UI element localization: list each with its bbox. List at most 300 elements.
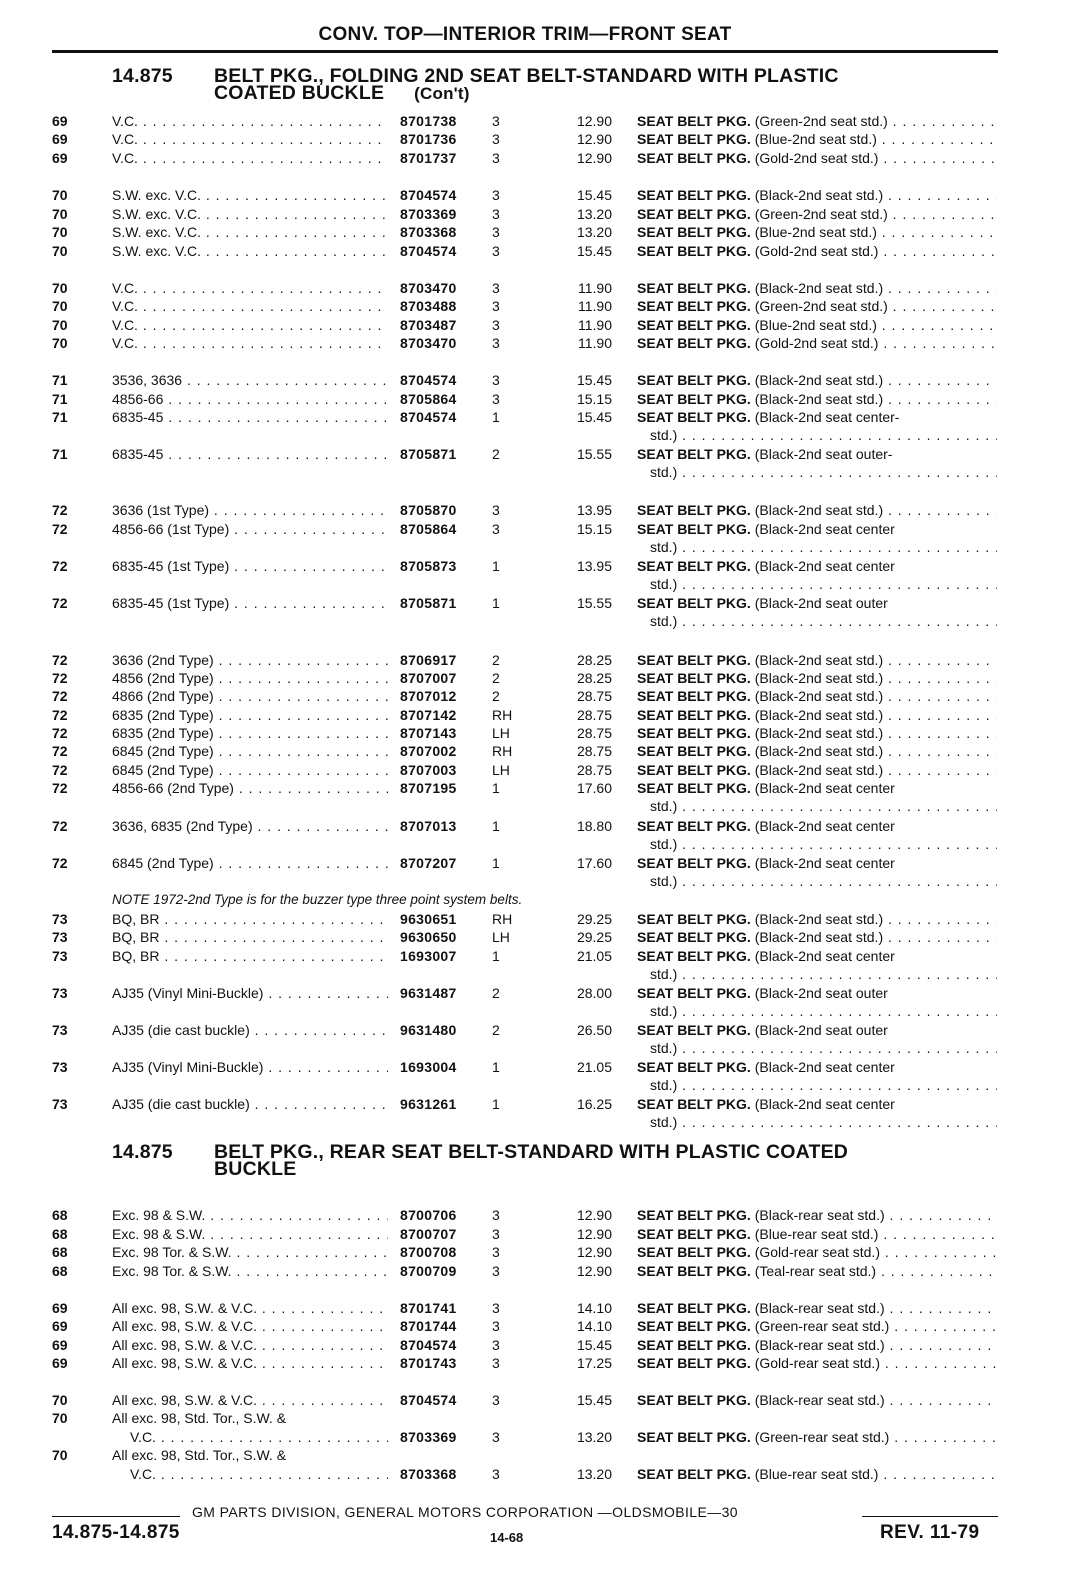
table-row: [0, 947, 1071, 966]
year-cell: 72: [52, 818, 68, 834]
description-cell: [637, 910, 997, 929]
part-number-cell: 8705864: [400, 391, 457, 407]
description-cell: [637, 520, 997, 539]
footer-rule-left: [52, 1516, 180, 1517]
description-continuation-row: [0, 612, 1071, 631]
description-detail: (Green-2nd seat std.): [754, 298, 888, 314]
description-cell: [637, 724, 997, 743]
description-label: SEAT BELT PKG.: [637, 243, 751, 259]
year-cell: 72: [52, 521, 68, 537]
year-cell: 70: [52, 317, 68, 333]
description-continuation-row: [0, 1076, 1071, 1095]
quantity-cell: 2: [492, 985, 500, 1001]
price-cell: 12.90: [576, 1226, 612, 1242]
quantity-cell: RH: [492, 743, 513, 759]
description-cell: [637, 1225, 997, 1244]
description-label: SEAT BELT PKG.: [637, 1244, 751, 1260]
table-row: [0, 149, 1071, 168]
description-label: SEAT BELT PKG.: [637, 1429, 751, 1445]
description-continuation: std.) . . .: [650, 797, 997, 816]
table-row-continuation: [0, 1446, 1071, 1465]
page-number: 14-68: [490, 1530, 524, 1545]
table-row: [0, 390, 1071, 409]
price-cell: 12.90: [576, 113, 612, 129]
model-cell: V.C. . . .: [112, 279, 388, 298]
model-cell: V.C. . . .: [130, 1465, 388, 1484]
description-detail: (Blue-rear seat std.): [754, 1466, 879, 1482]
model-cell: All exc. 98, S.W. & V.C. . . .: [112, 1336, 388, 1355]
quantity-cell: 3: [492, 1392, 500, 1408]
part-number-cell: 8705871: [400, 595, 457, 611]
table-row: [0, 1225, 1071, 1244]
part-number-cell: 8701743: [400, 1355, 457, 1371]
model-cell: Exc. 98 Tor. & S.W. . . .: [112, 1243, 388, 1262]
table-row: [0, 297, 1071, 316]
description-detail: (Black-2nd seat center: [754, 780, 895, 796]
part-number-cell: 8701738: [400, 113, 457, 129]
description-detail: (Black-2nd seat center-: [754, 409, 900, 425]
description-continuation: std.) . . .: [650, 872, 997, 891]
model-cell: 3636 (1st Type) . . .: [112, 501, 388, 520]
description-label: SEAT BELT PKG.: [637, 911, 751, 927]
part-number-cell: 1693007: [400, 948, 457, 964]
model-cell: V.C. . . .: [112, 334, 388, 353]
description-detail: (Blue-2nd seat std.): [754, 224, 877, 240]
part-number-cell: 8705870: [400, 502, 457, 518]
section-number: 14.875: [112, 65, 173, 87]
description-label: SEAT BELT PKG.: [637, 1337, 751, 1353]
description-label: SEAT BELT PKG.: [637, 446, 751, 462]
description-continuation: std.) . . .: [650, 1113, 997, 1132]
table-row: [0, 687, 1071, 706]
price-cell: 16.25: [576, 1096, 612, 1112]
description-detail: (Green-2nd seat std.): [754, 113, 888, 129]
quantity-cell: RH: [492, 707, 513, 723]
model-cell: V.C. . . .: [112, 297, 388, 316]
description-label: SEAT BELT PKG.: [637, 1096, 751, 1112]
quantity-cell: 1: [492, 409, 500, 425]
table-row: [0, 1428, 1071, 1447]
description-continuation: std.) . . .: [650, 612, 997, 631]
part-number-cell: 8706917: [400, 652, 457, 668]
price-cell: 26.50: [576, 1022, 612, 1038]
price-cell: 29.25: [576, 911, 612, 927]
quantity-cell: 3: [492, 335, 500, 351]
quantity-cell: 2: [492, 652, 500, 668]
part-number-cell: 8704574: [400, 187, 457, 203]
description-label: SEAT BELT PKG.: [637, 1059, 751, 1075]
description-detail: (Gold-2nd seat std.): [754, 150, 879, 166]
price-cell: 15.45: [576, 409, 612, 425]
quantity-cell: 3: [492, 317, 500, 333]
part-number-cell: 8707007: [400, 670, 457, 686]
year-cell: 72: [52, 780, 68, 796]
part-number-cell: 8703470: [400, 280, 457, 296]
description-cell: [637, 408, 997, 427]
model-cell: Exc. 98 Tor. & S.W. . . .: [112, 1262, 388, 1281]
description-cell: [637, 1262, 997, 1281]
table-row: [0, 334, 1071, 353]
table-row: [0, 1206, 1071, 1225]
quantity-cell: 3: [492, 243, 500, 259]
description-cell: [637, 1206, 997, 1225]
year-cell: 69: [52, 113, 68, 129]
description-cell: [637, 1391, 997, 1410]
part-number-cell: 8705871: [400, 446, 457, 462]
description-continuation-row: [0, 872, 1071, 891]
quantity-cell: 3: [492, 521, 500, 537]
part-number-cell: 8707142: [400, 707, 457, 723]
description-cell: [637, 223, 997, 242]
description-cell: [637, 742, 997, 761]
price-cell: 21.05: [576, 948, 612, 964]
quantity-cell: 1: [492, 948, 500, 964]
part-number-cell: 8703470: [400, 335, 457, 351]
description-detail: (Black-rear seat std.): [754, 1337, 885, 1353]
year-cell: 73: [52, 1059, 68, 1075]
description-detail: (Black-2nd seat center: [754, 855, 895, 871]
description-cell: [637, 947, 997, 966]
description-detail: (Green-rear seat std.): [754, 1429, 890, 1445]
quantity-cell: 3: [492, 113, 500, 129]
year-cell: 69: [52, 1318, 68, 1334]
description-continuation: std.) . . .: [650, 1039, 997, 1058]
description-detail: (Black-2nd seat std.): [754, 688, 884, 704]
year-cell: 73: [52, 985, 68, 1001]
quantity-cell: 3: [492, 224, 500, 240]
description-detail: (Black-2nd seat outer: [754, 985, 888, 1001]
year-cell: 72: [52, 652, 68, 668]
model-cell: 6835-45 (1st Type) . . .: [112, 594, 388, 613]
year-cell: 70: [52, 187, 68, 203]
table-row: [0, 1465, 1071, 1484]
quantity-cell: LH: [492, 929, 510, 945]
table-row: [0, 1391, 1071, 1410]
description-cell: [637, 279, 997, 298]
description-detail: (Black-2nd seat std.): [754, 670, 884, 686]
description-label: SEAT BELT PKG.: [637, 187, 751, 203]
description-cell: [637, 130, 997, 149]
table-row: [0, 761, 1071, 780]
part-number-cell: 8707012: [400, 688, 457, 704]
model-cell: All exc. 98, S.W. & V.C. . . .: [112, 1391, 388, 1410]
table-row: [0, 854, 1071, 873]
description-continuation: std.) . . .: [650, 575, 997, 594]
model-cell: AJ35 (die cast buckle) . . .: [112, 1095, 388, 1114]
description-cell: [637, 817, 997, 836]
quantity-cell: 3: [492, 1226, 500, 1242]
description-continuation: std.) . . .: [650, 538, 997, 557]
part-number-cell: 8707207: [400, 855, 457, 871]
year-cell: 69: [52, 1300, 68, 1316]
model-cell-line1: All exc. 98, Std. Tor., S.W. &: [112, 1447, 287, 1463]
price-cell: 13.20: [576, 224, 612, 240]
price-cell: 28.75: [576, 688, 612, 704]
model-cell: 4856-66 . . .: [112, 390, 388, 409]
part-number-cell: 9631480: [400, 1022, 457, 1038]
year-cell: 72: [52, 762, 68, 778]
price-cell: 15.15: [576, 391, 612, 407]
description-detail: (Black-rear seat std.): [754, 1207, 885, 1223]
description-cell: [637, 1095, 997, 1114]
price-cell: 29.25: [576, 929, 612, 945]
price-cell: 12.90: [576, 131, 612, 147]
part-number-cell: 8707143: [400, 725, 457, 741]
description-detail: (Black-2nd seat std.): [754, 280, 884, 296]
part-number-cell: 8703487: [400, 317, 457, 333]
year-cell: 70: [52, 1447, 68, 1463]
table-row: [0, 557, 1071, 576]
description-detail: (Black-2nd seat center: [754, 1096, 895, 1112]
description-cell: [637, 334, 997, 353]
description-label: SEAT BELT PKG.: [637, 652, 751, 668]
description-detail: (Black-2nd seat outer: [754, 595, 888, 611]
table-row: [0, 817, 1071, 836]
quantity-cell: 2: [492, 1022, 500, 1038]
price-cell: 14.10: [576, 1300, 612, 1316]
year-cell: 70: [52, 1410, 68, 1426]
model-cell: 6835-45 (1st Type) . . .: [112, 557, 388, 576]
table-row: [0, 130, 1071, 149]
description-cell: [637, 651, 997, 670]
quantity-cell: 3: [492, 187, 500, 203]
quantity-cell: 1: [492, 780, 500, 796]
description-cell: [637, 1428, 997, 1447]
model-cell: 4866 (2nd Type) . . .: [112, 687, 388, 706]
table-row: [0, 779, 1071, 798]
part-number-cell: 9630651: [400, 911, 457, 927]
description-label: SEAT BELT PKG.: [637, 1207, 751, 1223]
part-number-cell: 8704574: [400, 1392, 457, 1408]
description-cell: [637, 242, 997, 261]
description-cell: [637, 761, 997, 780]
description-detail: (Black-2nd seat std.): [754, 391, 884, 407]
model-cell: 6845 (2nd Type) . . .: [112, 761, 388, 780]
description-continuation-row: [0, 575, 1071, 594]
price-cell: 28.75: [576, 725, 612, 741]
description-label: SEAT BELT PKG.: [637, 391, 751, 407]
price-cell: 15.45: [576, 1392, 612, 1408]
description-continuation-row: [0, 1113, 1071, 1132]
description-detail: (Blue-rear seat std.): [754, 1226, 879, 1242]
table-row: [0, 724, 1071, 743]
page-header: CONV. TOP—INTERIOR TRIM—FRONT SEAT: [318, 24, 732, 45]
description-continuation-row: [0, 835, 1071, 854]
model-cell: S.W. exc. V.C. . . .: [112, 242, 388, 261]
quantity-cell: 3: [492, 131, 500, 147]
description-cell: [637, 149, 997, 168]
model-cell: AJ35 (Vinyl Mini-Buckle) . . .: [112, 1058, 388, 1077]
section-number: 14.875: [112, 1141, 173, 1163]
description-detail: (Teal-rear seat std.): [754, 1263, 877, 1279]
year-cell: 69: [52, 131, 68, 147]
section-title-line2: BUCKLE: [214, 1158, 297, 1180]
footer-section-range: 14.875-14.875: [52, 1522, 180, 1543]
model-cell: S.W. exc. V.C. . . .: [112, 223, 388, 242]
model-cell: V.C. . . .: [112, 130, 388, 149]
description-label: SEAT BELT PKG.: [637, 595, 751, 611]
year-cell: 69: [52, 150, 68, 166]
price-cell: 21.05: [576, 1059, 612, 1075]
model-cell: BQ, BR . . .: [112, 928, 388, 947]
description-detail: (Blue-2nd seat std.): [754, 131, 877, 147]
price-cell: 17.60: [576, 855, 612, 871]
description-label: SEAT BELT PKG.: [637, 113, 751, 129]
part-number-cell: 8701744: [400, 1318, 457, 1334]
part-number-cell: 8700707: [400, 1226, 457, 1242]
description-label: SEAT BELT PKG.: [637, 224, 751, 240]
table-row: [0, 928, 1071, 947]
price-cell: 13.95: [576, 558, 612, 574]
description-detail: (Gold-2nd seat std.): [754, 243, 879, 259]
quantity-cell: 3: [492, 1429, 500, 1445]
year-cell: 71: [52, 446, 68, 462]
table-row-continuation: [0, 1409, 1071, 1428]
description-continuation-row: [0, 463, 1071, 482]
description-label: SEAT BELT PKG.: [637, 502, 751, 518]
part-number-cell: 8700706: [400, 1207, 457, 1223]
description-detail: (Green-2nd seat std.): [754, 206, 888, 222]
price-cell: 17.60: [576, 780, 612, 796]
description-continuation: std.) . . .: [650, 1002, 997, 1021]
price-cell: 12.90: [576, 1244, 612, 1260]
year-cell: 68: [52, 1207, 68, 1223]
description-cell: [637, 1465, 997, 1484]
description-label: SEAT BELT PKG.: [637, 743, 751, 759]
table-row: [0, 742, 1071, 761]
quantity-cell: 3: [492, 1466, 500, 1482]
part-number-cell: 8704574: [400, 1337, 457, 1353]
description-label: SEAT BELT PKG.: [637, 280, 751, 296]
quantity-cell: 1: [492, 558, 500, 574]
model-cell: 3636 (2nd Type) . . .: [112, 651, 388, 670]
description-detail: (Black-2nd seat std.): [754, 911, 884, 927]
description-cell: [637, 1317, 997, 1336]
year-cell: 72: [52, 502, 68, 518]
description-label: SEAT BELT PKG.: [637, 1392, 751, 1408]
part-number-cell: 8701741: [400, 1300, 457, 1316]
quantity-cell: 3: [492, 150, 500, 166]
year-cell: 69: [52, 1355, 68, 1371]
price-cell: 28.75: [576, 707, 612, 723]
price-cell: 11.90: [578, 298, 612, 314]
table-row: [0, 1095, 1071, 1114]
table-row: [0, 371, 1071, 390]
description-label: SEAT BELT PKG.: [637, 409, 751, 425]
description-label: SEAT BELT PKG.: [637, 131, 751, 147]
table-row: [0, 1317, 1071, 1336]
description-detail: (Black-2nd seat center: [754, 558, 895, 574]
description-label: SEAT BELT PKG.: [637, 1226, 751, 1242]
description-label: SEAT BELT PKG.: [637, 298, 751, 314]
price-cell: 15.45: [576, 372, 612, 388]
price-cell: 13.95: [576, 502, 612, 518]
quantity-cell: 2: [492, 670, 500, 686]
part-number-cell: 8703488: [400, 298, 457, 314]
table-row: [0, 984, 1071, 1003]
quantity-cell: 3: [492, 1263, 500, 1279]
table-row: [0, 1243, 1071, 1262]
description-continuation-row: [0, 538, 1071, 557]
description-cell: [637, 594, 997, 613]
description-detail: (Black-2nd seat std.): [754, 187, 884, 203]
table-row: [0, 445, 1071, 464]
description-detail: (Black-2nd seat std.): [754, 762, 884, 778]
description-label: SEAT BELT PKG.: [637, 929, 751, 945]
description-detail: (Black-2nd seat std.): [754, 929, 884, 945]
description-label: SEAT BELT PKG.: [637, 1466, 751, 1482]
quantity-cell: 3: [492, 391, 500, 407]
description-cell: [637, 1299, 997, 1318]
quantity-cell: 3: [492, 1207, 500, 1223]
model-cell: 6835 (2nd Type) . . .: [112, 724, 388, 743]
section-title-line1: BELT PKG., REAR SEAT BELT-STANDARD WITH PLASTIC COATED: [214, 1141, 849, 1163]
table-row: [0, 669, 1071, 688]
table-row: [0, 910, 1071, 929]
quantity-cell: 3: [492, 206, 500, 222]
description-label: SEAT BELT PKG.: [637, 725, 751, 741]
description-detail: (Black-2nd seat std.): [754, 652, 884, 668]
table-row: [0, 706, 1071, 725]
table-row: [0, 1336, 1071, 1355]
price-cell: 13.20: [576, 1466, 612, 1482]
table-row: [0, 1262, 1071, 1281]
part-number-cell: 9631487: [400, 985, 457, 1001]
year-cell: 72: [52, 558, 68, 574]
quantity-cell: 3: [492, 298, 500, 314]
year-cell: 69: [52, 1337, 68, 1353]
table-row: [0, 1299, 1071, 1318]
description-continuation-row: [0, 797, 1071, 816]
table-row: [0, 651, 1071, 670]
description-label: SEAT BELT PKG.: [637, 335, 751, 351]
year-cell: 71: [52, 409, 68, 425]
model-cell: AJ35 (die cast buckle) . . .: [112, 1021, 388, 1040]
description-label: SEAT BELT PKG.: [637, 670, 751, 686]
price-cell: 15.55: [576, 595, 612, 611]
year-cell: 73: [52, 1022, 68, 1038]
year-cell: 73: [52, 929, 68, 945]
description-cell: [637, 779, 997, 798]
description-label: SEAT BELT PKG.: [637, 1022, 751, 1038]
price-cell: 15.55: [576, 446, 612, 462]
quantity-cell: 3: [492, 1300, 500, 1316]
description-detail: (Black-2nd seat std.): [754, 707, 884, 723]
table-row: [0, 186, 1071, 205]
table-row: [0, 242, 1071, 261]
part-number-cell: 9630650: [400, 929, 457, 945]
description-label: SEAT BELT PKG.: [637, 206, 751, 222]
description-cell: [637, 297, 997, 316]
part-number-cell: 1693004: [400, 1059, 457, 1075]
table-row: [0, 112, 1071, 131]
model-cell: AJ35 (Vinyl Mini-Buckle) . . .: [112, 984, 388, 1003]
description-detail: (Black-2nd seat outer-: [754, 446, 893, 462]
price-cell: 28.75: [576, 743, 612, 759]
description-cell: [637, 1243, 997, 1262]
footer-publisher: GM PARTS DIVISION, GENERAL MOTORS CORPORATION —OLDSMOBILE—30: [192, 1504, 738, 1520]
description-cell: [637, 687, 997, 706]
description-detail: (Black-2nd seat std.): [754, 372, 884, 388]
table-row: [0, 594, 1071, 613]
table-row: [0, 1021, 1071, 1040]
model-cell: S.W. exc. V.C. . . .: [112, 186, 388, 205]
description-label: SEAT BELT PKG.: [637, 317, 751, 333]
description-detail: (Black-2nd seat center: [754, 948, 895, 964]
description-continuation: std.) . . .: [650, 426, 997, 445]
table-row: [0, 501, 1071, 520]
part-number-cell: 8703368: [400, 224, 457, 240]
